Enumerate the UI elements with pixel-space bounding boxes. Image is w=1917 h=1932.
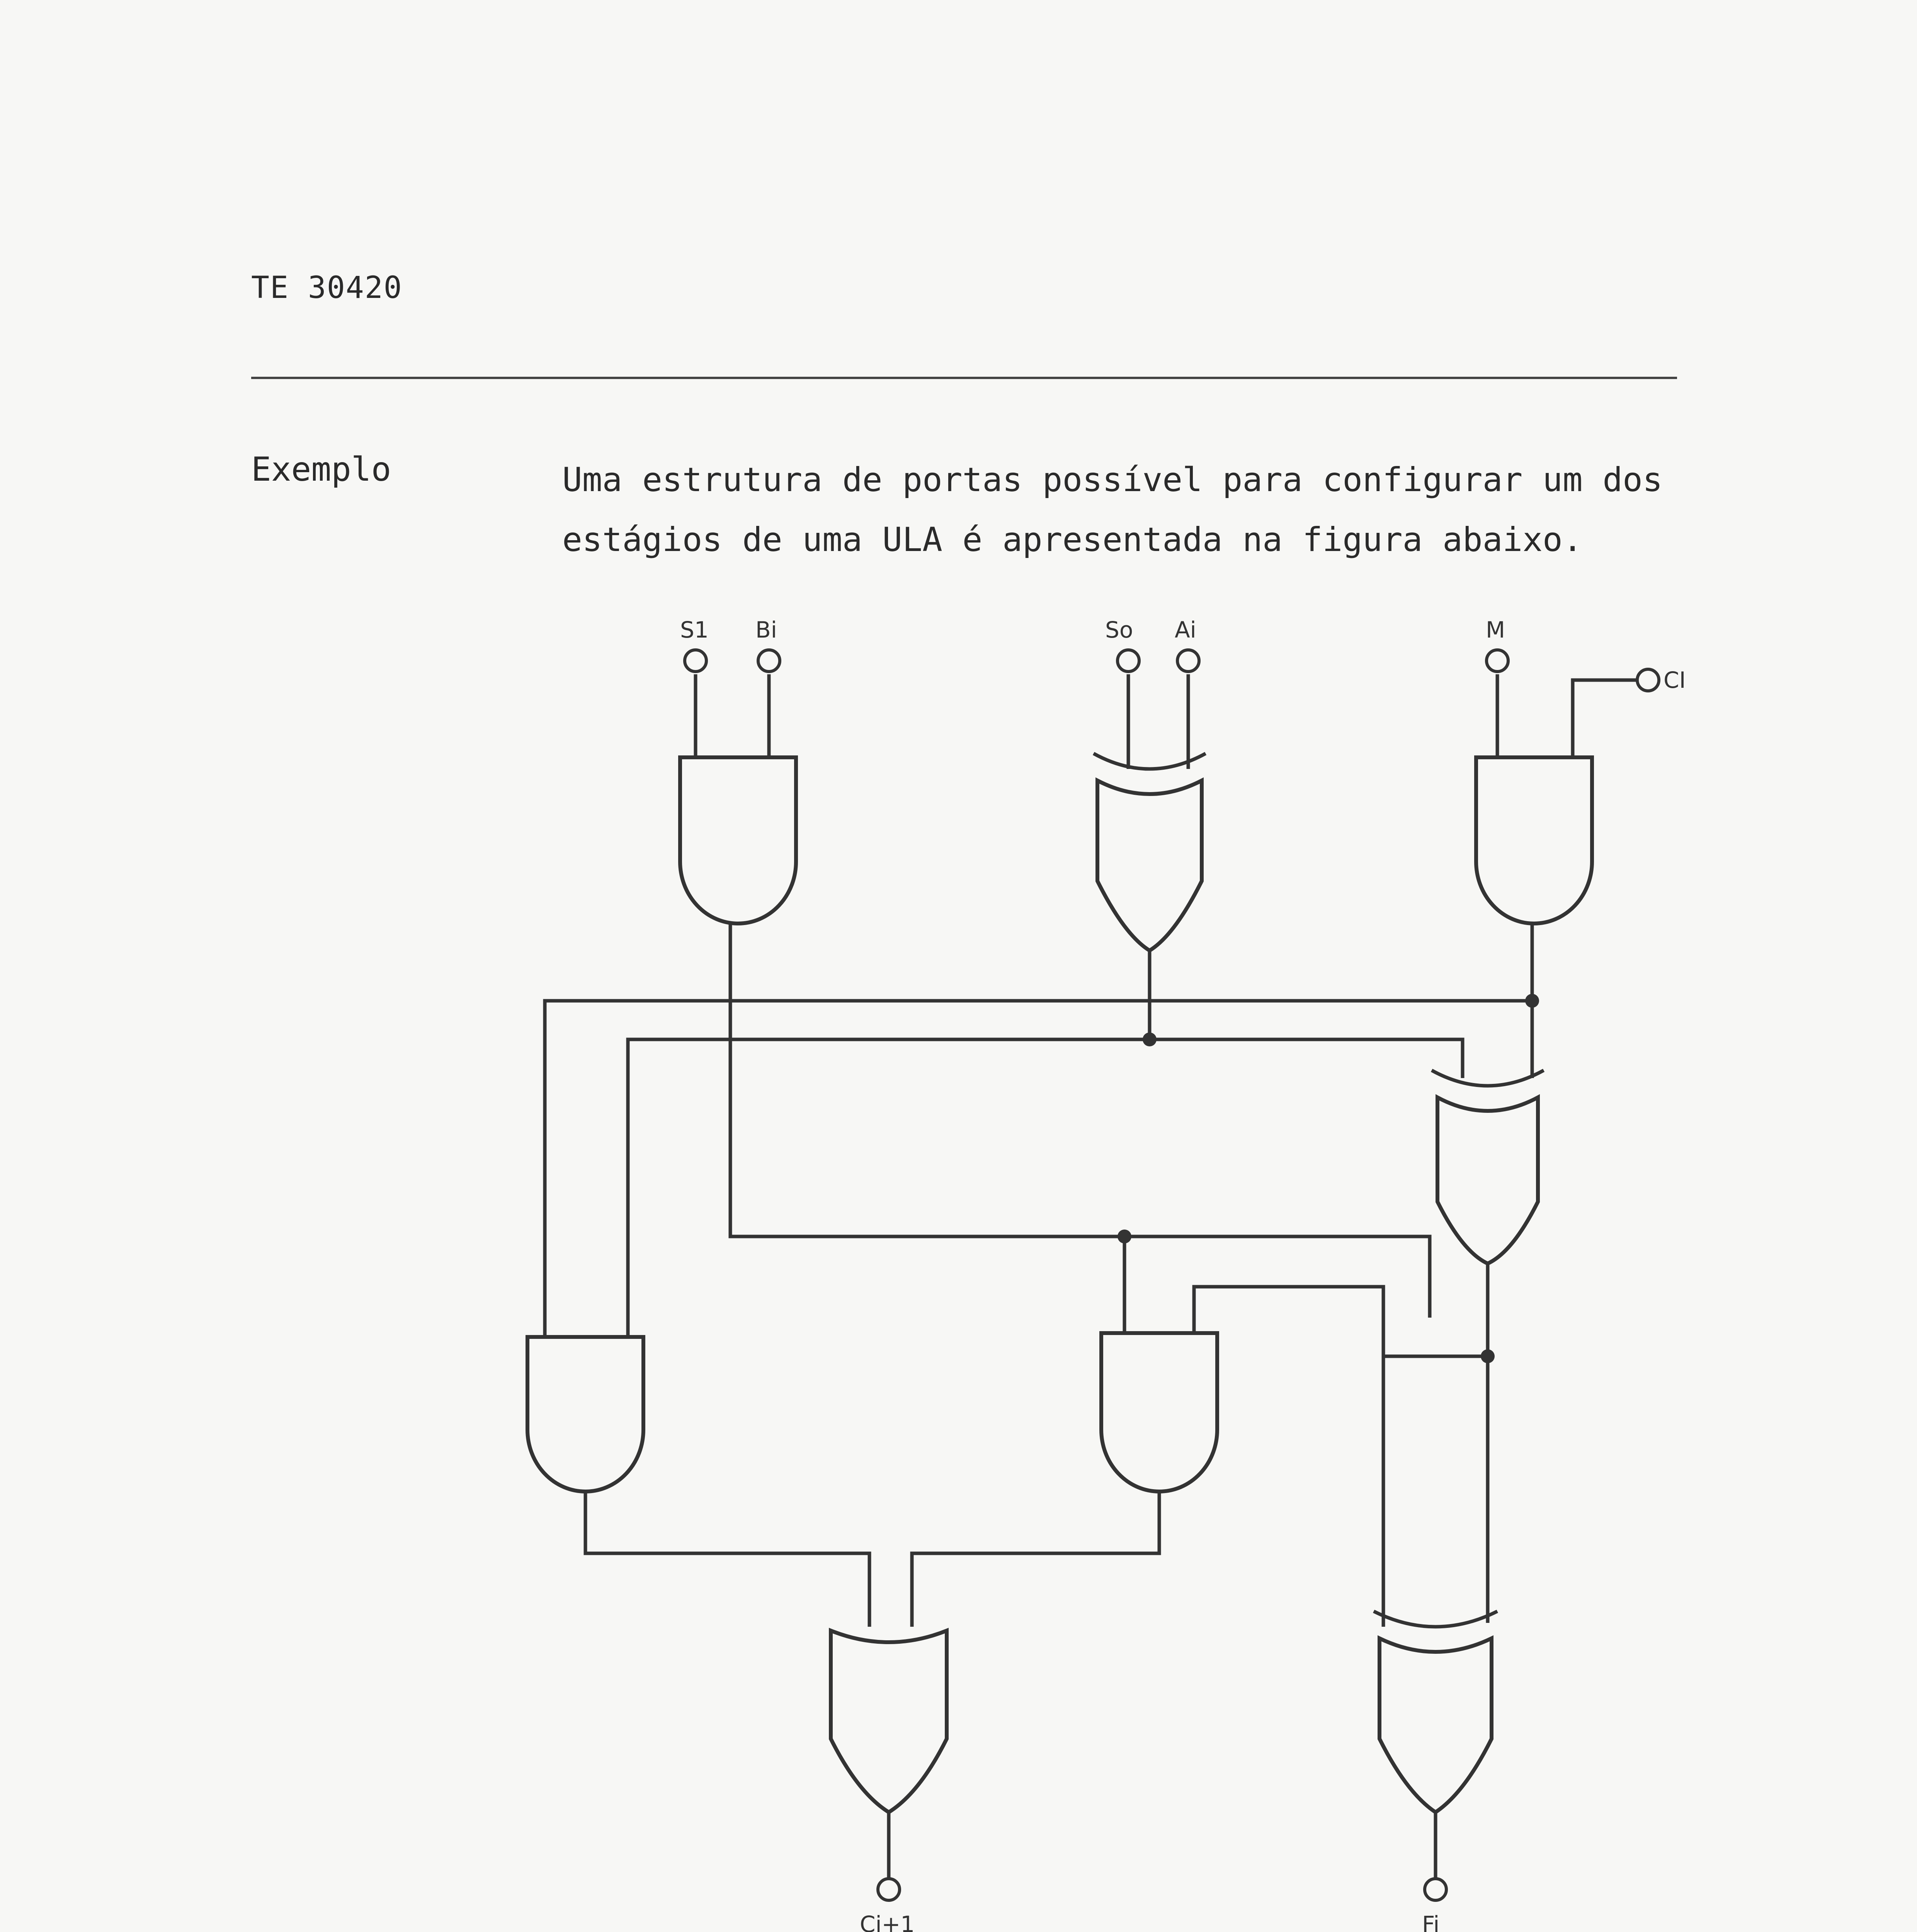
pin-f-out xyxy=(1425,1879,1446,1900)
label-s1: S1 xyxy=(680,617,709,643)
wire-and4-out xyxy=(912,1492,1159,1627)
pin-s1 xyxy=(685,650,706,672)
and-gate-3 xyxy=(527,1337,643,1492)
example-label: Exemplo xyxy=(251,450,391,489)
xor-gate-2-arc xyxy=(1432,1070,1544,1086)
wire-xor1-right xyxy=(1150,1039,1463,1078)
wire-and1-out xyxy=(730,923,1124,1236)
pin-carry-out xyxy=(878,1879,900,1900)
pin-s0 xyxy=(1118,650,1139,672)
wire-xor1-left xyxy=(628,1039,1150,1337)
xor-gate-3-arc xyxy=(1374,1611,1497,1627)
wire-ci xyxy=(1573,680,1636,757)
or-gate xyxy=(831,1631,947,1812)
junction-and1 xyxy=(1118,1230,1131,1243)
xor-gate-3 xyxy=(1379,1638,1492,1812)
wire-c-line xyxy=(1383,1356,1488,1623)
pin-ai xyxy=(1177,650,1199,672)
pin-m xyxy=(1487,650,1508,672)
pin-bi xyxy=(758,650,780,672)
label-ai: Ai xyxy=(1175,617,1196,643)
and-gate-2 xyxy=(1476,757,1592,923)
label-ci: CI xyxy=(1664,667,1686,693)
junction-xor1 xyxy=(1143,1032,1157,1046)
wire-and3-out xyxy=(585,1492,869,1627)
wire-and4-in2 xyxy=(1194,1287,1383,1623)
example-intro-text: Uma estrutura de portas possível para configurar um dos estágios de uma ULA é apresentada na figura abaixo. xyxy=(562,461,1663,559)
label-carry-out: Ci+1 xyxy=(860,1911,915,1932)
and-gate-4 xyxy=(1101,1333,1217,1492)
document-code: TE 30420 xyxy=(251,270,403,305)
and-gate-1 xyxy=(680,757,796,923)
label-bi: Bi xyxy=(755,617,777,643)
label-f-out: Fi xyxy=(1422,1911,1440,1932)
xor-gate-2 xyxy=(1437,1097,1538,1264)
label-s0: So xyxy=(1105,617,1133,643)
junction-and2 xyxy=(1525,994,1539,1008)
pin-ci xyxy=(1637,669,1659,691)
xor-gate-1 xyxy=(1097,781,1202,951)
junction-c xyxy=(1481,1349,1495,1363)
label-m: M xyxy=(1486,617,1505,643)
